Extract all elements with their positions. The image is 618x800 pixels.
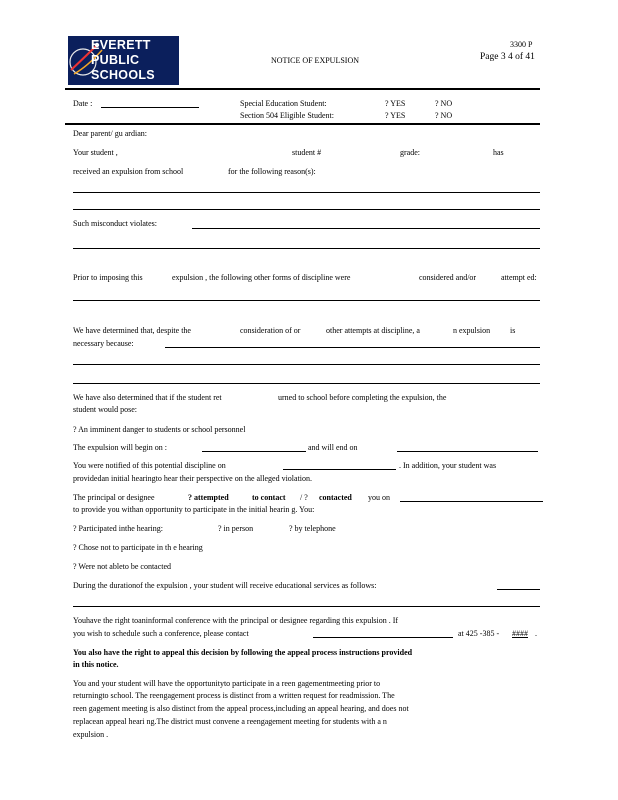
reason-line-1[interactable] xyxy=(73,192,540,193)
participated-checkbox[interactable]: ? Participated inthe hearing: xyxy=(73,524,163,533)
necessary-label: necessary because: xyxy=(73,339,134,348)
services-line-2[interactable] xyxy=(73,606,540,607)
document-title: NOTICE OF EXPULSION xyxy=(271,56,359,65)
policy-number: 3300 P xyxy=(510,40,533,49)
begin-label: The expulsion will begin on : xyxy=(73,443,167,452)
misconduct-label: Such misconduct violates: xyxy=(73,219,157,228)
section504-yes-checkbox[interactable]: ? YES xyxy=(385,111,406,120)
principal-text-a: The principal or designee xyxy=(73,493,155,502)
also-text-a: We have also determined that if the student ret xyxy=(73,393,222,402)
begin-date-field[interactable] xyxy=(202,451,306,452)
phone-prefix: at 425 -385 - xyxy=(458,629,500,638)
prior-text-c: considered and/or xyxy=(419,273,477,282)
prior-line[interactable] xyxy=(73,300,540,301)
services-field[interactable] xyxy=(497,589,540,590)
prior-text-b: expulsion , the following other forms of discipline were xyxy=(172,273,351,282)
also-text-b: urned to school before completing the expulsion, the xyxy=(278,393,447,402)
determined-text-a: We have determined that, despite the xyxy=(73,326,191,335)
special-ed-yes-checkbox[interactable]: ? YES xyxy=(385,99,406,108)
slash-text: / ? xyxy=(300,493,308,502)
would-pose-label: student would pose: xyxy=(73,405,137,414)
notified-text-b: . In addition, your student was xyxy=(399,461,497,470)
reengagement-text-c: reen gagement meeting is also distinct from the appeal process,including an appeal hearing, and does not xyxy=(73,704,409,713)
conference-text-b: you wish to schedule such a conference, please contact xyxy=(73,629,249,638)
phone-suffix[interactable]: #### xyxy=(512,629,528,638)
provide-text: to provide you withan opportunity to participate in the initial hearin g. You: xyxy=(73,505,315,514)
header-divider xyxy=(65,88,540,90)
district-logo xyxy=(68,36,179,85)
imminent-danger-checkbox[interactable]: ? An imminent danger to students or school personnel xyxy=(73,425,246,434)
logo-line-3: SCHOOLS xyxy=(91,68,155,82)
section-divider xyxy=(65,123,540,125)
reengagement-text-e: expulsion . xyxy=(73,730,109,739)
notified-date-field[interactable] xyxy=(283,469,396,470)
necessary-field[interactable] xyxy=(165,347,540,348)
duration-text: During the durationof the expulsion , your student will receive educational services as follows: xyxy=(73,581,377,590)
prior-text-d: attempt ed: xyxy=(501,273,537,282)
student-number-label: student # xyxy=(292,148,322,157)
in-person-checkbox[interactable]: ? in person xyxy=(218,524,254,533)
determined-text-b: consideration of or xyxy=(240,326,301,335)
misconduct-line-2[interactable] xyxy=(73,248,540,249)
prior-text-a: Prior to imposing this xyxy=(73,273,143,282)
reengagement-text-b: returningto school. The reengagement process is distinct from a written request for readmission. The xyxy=(73,691,395,700)
by-telephone-checkbox[interactable]: ? by telephone xyxy=(289,524,336,533)
section504-no-checkbox[interactable]: ? NO xyxy=(435,111,453,120)
logo-line-2: PUBLIC xyxy=(91,53,140,67)
end-date-field[interactable] xyxy=(397,451,538,452)
phone-period: . xyxy=(535,629,537,638)
conference-text-a: Youhave the right toaninformal conference with the principal or designee regarding this expulsion . If xyxy=(73,616,399,625)
determined-text-e: is xyxy=(510,326,516,335)
determined-text-d: n expulsion xyxy=(453,326,491,335)
your-student-label: Your student , xyxy=(73,148,118,157)
notified-text-a: You were notified of this potential discipline on xyxy=(73,461,226,470)
necessary-line-3[interactable] xyxy=(73,383,540,384)
not-contacted-checkbox[interactable]: ? Were not ableto be contacted xyxy=(73,562,172,571)
chose-not-checkbox[interactable]: ? Chose not to participate in th e hearing xyxy=(73,543,203,552)
reengagement-text-d: replacean appeal heari ng.The district must convene a reengagement meeting for students with a n xyxy=(73,717,387,726)
to-contact-text: to contact xyxy=(252,493,286,502)
provided-text: providedan initial hearingto hear their perspective on the alleged violation. xyxy=(73,474,313,483)
appeal-text-b: in this notice. xyxy=(73,660,119,669)
attempted-checkbox[interactable]: ? attempted xyxy=(188,493,229,502)
date-field[interactable] xyxy=(101,107,199,108)
necessary-line-2[interactable] xyxy=(73,364,540,365)
salutation: Dear parent/ gu ardian: xyxy=(73,129,147,138)
page-number: Page 3 4 of 41 xyxy=(480,52,535,62)
reengagement-text-a: You and your student will have the opportunityto participate in a reen gagementmeeting prior to xyxy=(73,679,381,688)
contact-name-field[interactable] xyxy=(313,637,453,638)
you-on-text: you on xyxy=(368,493,390,502)
contacted-checkbox[interactable]: contacted xyxy=(319,493,352,502)
end-label: and will end on xyxy=(308,443,358,452)
appeal-text-a: You also have the right to appeal this decision by following the appeal process instructions provided xyxy=(73,648,413,657)
misconduct-field[interactable] xyxy=(192,228,540,229)
grade-label: grade: xyxy=(400,148,420,157)
reason-line-2[interactable] xyxy=(73,209,540,210)
has-text: has xyxy=(493,148,504,157)
special-ed-label: Special Education Student: xyxy=(240,99,327,108)
section504-label: Section 504 Eligible Student: xyxy=(240,111,334,120)
received-text: received an expulsion from school xyxy=(73,167,184,176)
contact-date-field[interactable] xyxy=(400,501,543,502)
determined-text-c: other attempts at discipline, a xyxy=(326,326,420,335)
special-ed-no-checkbox[interactable]: ? NO xyxy=(435,99,453,108)
reasons-text: for the following reason(s): xyxy=(228,167,316,176)
date-label: Date : xyxy=(73,99,93,108)
logo-line-1: EVERETT xyxy=(91,38,151,52)
